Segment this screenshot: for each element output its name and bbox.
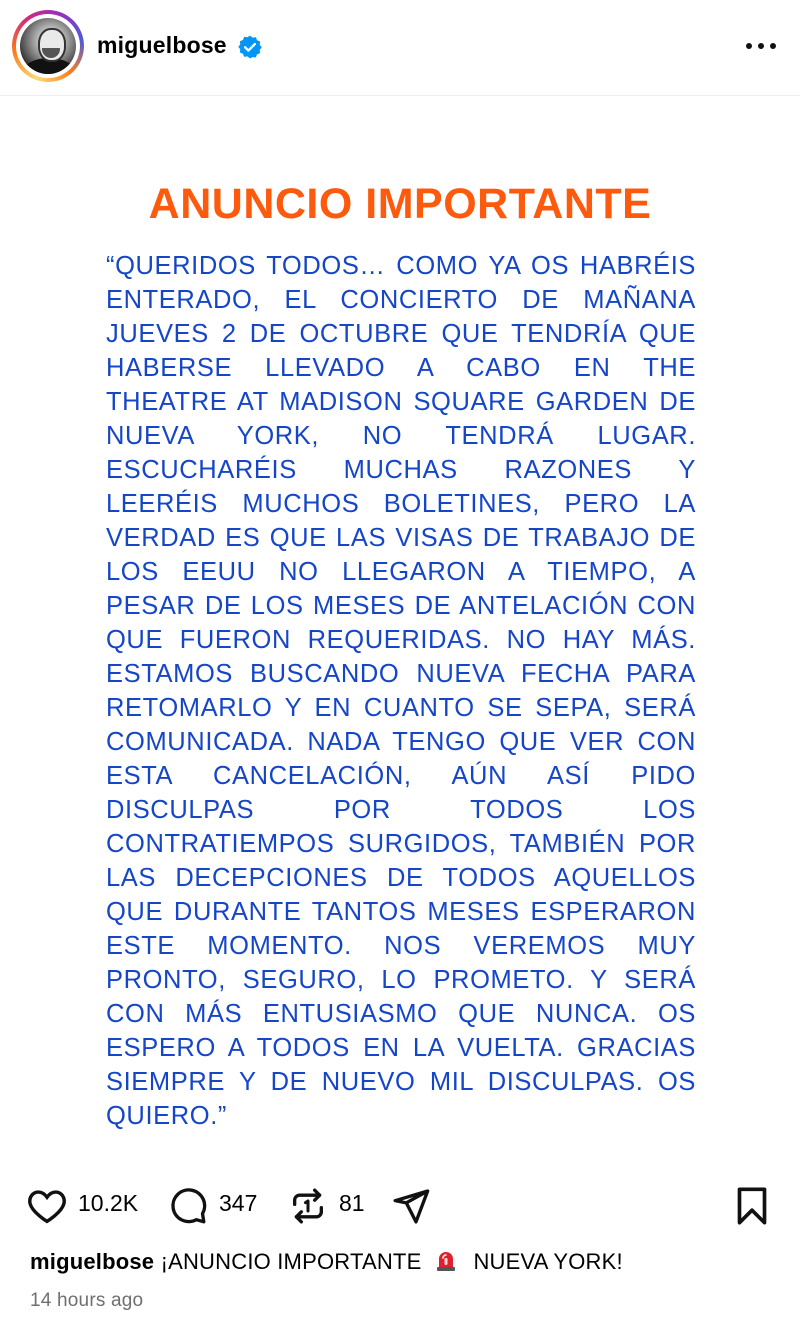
comment-bubble-icon[interactable] bbox=[167, 1186, 209, 1226]
caption-text: ¡ANUNCIO IMPORTANTE bbox=[160, 1249, 422, 1274]
comments-count[interactable]: 347 bbox=[219, 1190, 258, 1216]
reposts-count[interactable]: 81 bbox=[339, 1190, 365, 1216]
more-options-icon[interactable] bbox=[744, 33, 778, 59]
avatar[interactable] bbox=[12, 10, 84, 82]
caption-username[interactable]: miguelbose bbox=[30, 1249, 155, 1274]
announcement-body: “QUERIDOS TODOS… COMO YA OS HABRÉIS ENTERADO, EL CONCIERTO DE MAÑANA JUEVES 2 DE OCTUBRE QUE TENDRÍA QUE HABERSE LLEVADO A CABO EN THE THEATRE AT MADISON SQUARE GARDEN DE NUEVA YORK, NO TENDRÁ LUGAR. ESCUCHARÉIS MUCHAS RAZONES Y LEERÉIS MUCHOS BOLETINES, PERO LA VERDAD ES QUE LAS VISAS DE TRABAJO DE LOS EEUU NO LLEGARON A TIEMPO, A PESAR DE LOS MESES DE ANTELACIÓN CON QUE FUERON REQUERIDAS. NO HAY MÁS. ESTAMOS BUSCANDO NUEVA FECHA PARA RETOMARLO Y EN CUANTO SE SEPA, SERÁ COMUNICADA. NADA TENGO QUE VER CON ESTA CANCELACIÓN, AÚN ASÍ PIDO DISCULPAS POR TODOS LOS CONTRATIEMPOS SURGIDOS, TAMBIÉN POR LAS DECEPCIONES DE TODOS AQUELLOS QUE DURANTE TANTOS MESES ESPERARON ESTE MOMENTO. NOS VEREMOS MUY PRONTO, SEGURO, LO PROMETO. Y SERÁ CON MÁS ENTUSIASMO QUE NUNCA. OS ESPERO A TODOS EN LA VUELTA. GRACIAS SIEMPRE Y DE NUEVO MIL DISCULPAS. OS QUIERO.” bbox=[106, 252, 696, 1130]
username[interactable]: miguelbose bbox=[97, 32, 227, 58]
siren-icon bbox=[435, 1248, 457, 1272]
post-actions bbox=[0, 1180, 800, 1230]
repost-icon[interactable] bbox=[288, 1186, 328, 1226]
verified-badge-icon bbox=[237, 34, 263, 60]
like-heart-icon[interactable] bbox=[26, 1186, 68, 1224]
avatar-photo bbox=[20, 18, 76, 74]
post-timestamp: 14 hours ago bbox=[30, 1290, 144, 1311]
likes-count[interactable]: 10.2K bbox=[78, 1190, 139, 1216]
caption-text-end: NUEVA YORK! bbox=[473, 1249, 623, 1274]
share-send-icon[interactable] bbox=[390, 1186, 432, 1226]
post-header bbox=[0, 0, 800, 96]
announcement-title: ANUNCIO IMPORTANTE bbox=[148, 180, 652, 228]
caption bbox=[30, 1248, 623, 1275]
bookmark-icon[interactable] bbox=[734, 1186, 770, 1226]
